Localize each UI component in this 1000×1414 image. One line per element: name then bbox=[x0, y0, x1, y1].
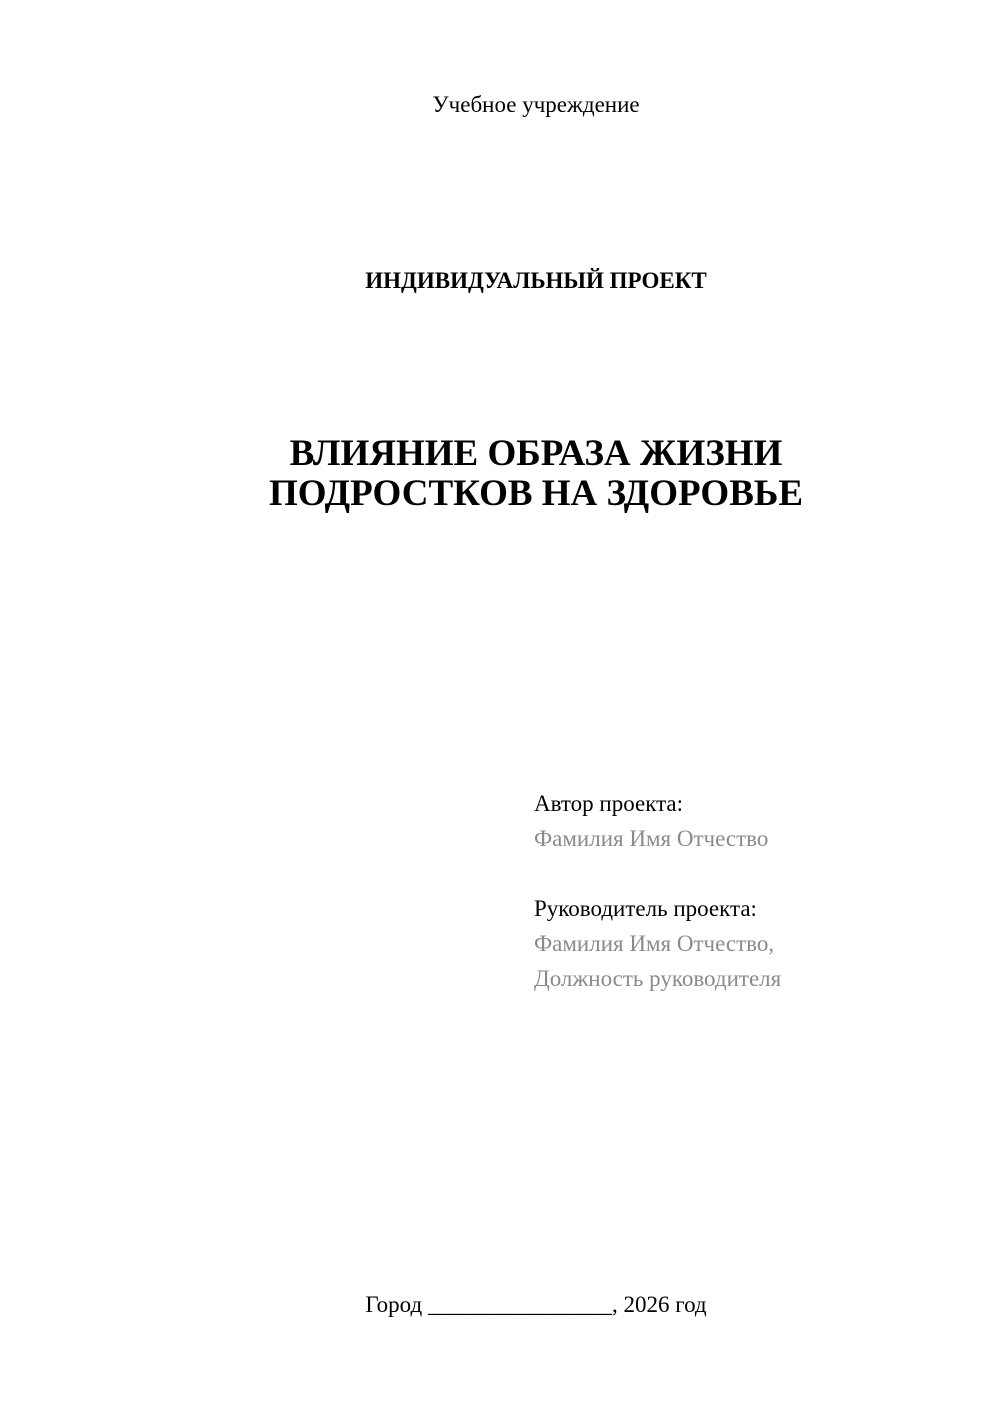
supervisor-name: Фамилия Имя Отчество, bbox=[534, 931, 775, 956]
project-type-heading: ИНДИВИДУАЛЬНЫЙ ПРОЕКТ bbox=[365, 268, 707, 293]
institution-name: Учебное учреждение bbox=[432, 92, 640, 117]
project-title-line-1: ВЛИЯНИЕ ОБРАЗА ЖИЗНИ bbox=[289, 433, 783, 474]
project-people-block bbox=[534, 786, 974, 996]
supervisor-label: Руководитель проекта: bbox=[534, 896, 757, 921]
project-title-line-2: ПОДРОСТКОВ НА ЗДОРОВЬЕ bbox=[268, 473, 804, 514]
supervisor-position: Должность руководителя bbox=[534, 966, 782, 991]
spacer bbox=[534, 856, 974, 891]
project-title bbox=[0, 434, 1000, 514]
author-label: Автор проекта: bbox=[534, 791, 683, 816]
city-year-footer: Город ________________, 2026 год bbox=[365, 1292, 707, 1317]
author-name: Фамилия Имя Отчество bbox=[534, 826, 769, 851]
